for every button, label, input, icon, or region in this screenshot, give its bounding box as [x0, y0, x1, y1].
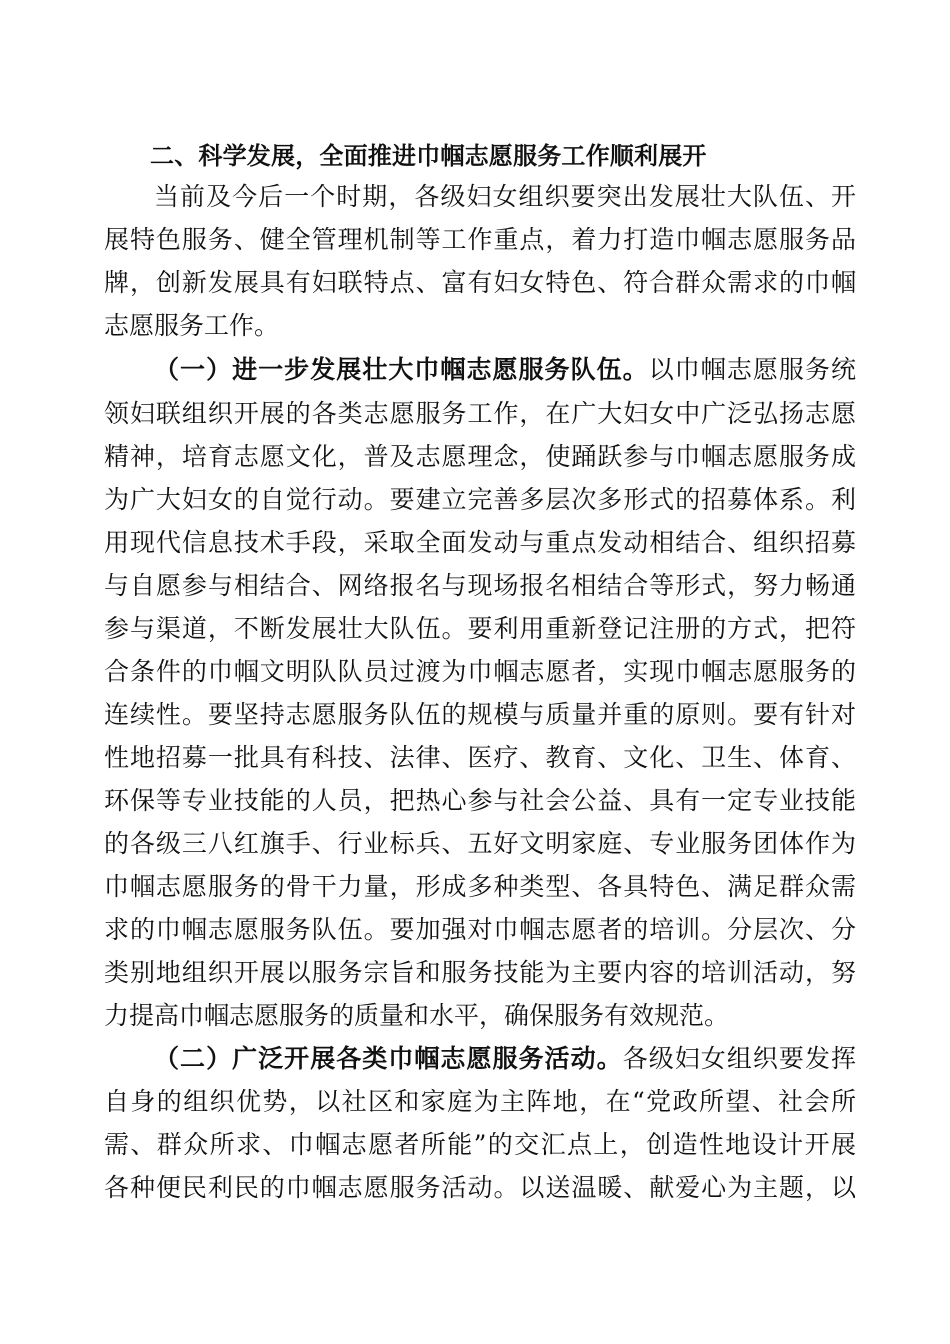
paragraph-text: 各级妇女组织要发挥 [622, 1044, 856, 1073]
paragraph-line: 用现代信息技术手段，采取全面发动与重点发动相结合、组织招募 [104, 528, 856, 557]
paragraph-first-line [154, 1040, 856, 1078]
paragraph-line: 各种便民利民的巾帼志愿服务活动。以送温暖、献爱心为主题，以 [104, 1173, 856, 1202]
paragraph-line: 力提高巾帼志愿服务的质量和水平，确保服务有效规范。 [104, 1001, 730, 1030]
paragraph-line: 的各级三八红旗手、行业标兵、五好文明家庭、专业服务团体作为 [104, 829, 856, 858]
paragraph-line: 巾帼志愿服务的骨干力量，形成多种类型、各具特色、满足群众需 [104, 872, 856, 901]
paragraph-line: 自身的组织优势，以社区和家庭为主阵地，在“党政所望、社会所 [104, 1087, 856, 1116]
paragraph-line: 性地招募一批具有科技、法律、医疗、教育、文化、卫生、体育、 [104, 743, 856, 772]
paragraph-line: 需、群众所求、巾帼志愿者所能”的交汇点上，创造性地设计开展 [104, 1130, 856, 1159]
paragraph-line: 类别地组织开展以服务宗旨和服务技能为主要内容的培训活动，努 [104, 958, 856, 987]
paragraph-line: 精神，培育志愿文化，普及志愿理念，使踊跃参与巾帼志愿服务成 [104, 442, 856, 471]
paragraph-line: 展特色服务、健全管理机制等工作重点，着力打造巾帼志愿服务品 [104, 225, 856, 254]
section-heading: 二、科学发展，全面推进巾帼志愿服务工作顺利展开 [150, 142, 707, 170]
paragraph-line: 环保等专业技能的人员，把热心参与社会公益、具有一定专业技能 [104, 786, 856, 815]
paragraph-line: 志愿服务工作。 [104, 311, 280, 340]
subsection-heading: （二）广泛开展各类巾帼志愿服务活动。 [154, 1044, 623, 1073]
paragraph-line: 与自愿参与相结合、网络报名与现场报名相结合等形式，努力畅通 [104, 571, 856, 600]
paragraph-line: 连续性。要坚持志愿服务队伍的规模与质量并重的原则。要有针对 [104, 700, 856, 729]
subsection-heading: （一）进一步发展壮大巾帼志愿服务队伍。 [154, 355, 649, 384]
paragraph-line: 参与渠道，不断发展壮大队伍。要利用重新登记注册的方式，把符 [104, 614, 856, 643]
paragraph-line: 牌，创新发展具有妇联特点、富有妇女特色、符合群众需求的巾帼 [104, 268, 856, 297]
paragraph-line: 求的巾帼志愿服务队伍。要加强对巾帼志愿者的培训。分层次、分 [104, 915, 856, 944]
paragraph-line: 为广大妇女的自觉行动。要建立完善多层次多形式的招募体系。利 [104, 485, 856, 514]
paragraph-line: 领妇联组织开展的各类志愿服务工作，在广大妇女中广泛弘扬志愿 [104, 399, 856, 428]
paragraph-first-line [154, 351, 856, 389]
paragraph-line: 合条件的巾帼文明队队员过渡为巾帼志愿者，实现巾帼志愿服务的 [104, 657, 856, 686]
paragraph-line: 当前及今后一个时期，各级妇女组织要突出发展壮大队伍、开 [154, 182, 856, 211]
paragraph-text: 以巾帼志愿服务统 [648, 355, 856, 384]
